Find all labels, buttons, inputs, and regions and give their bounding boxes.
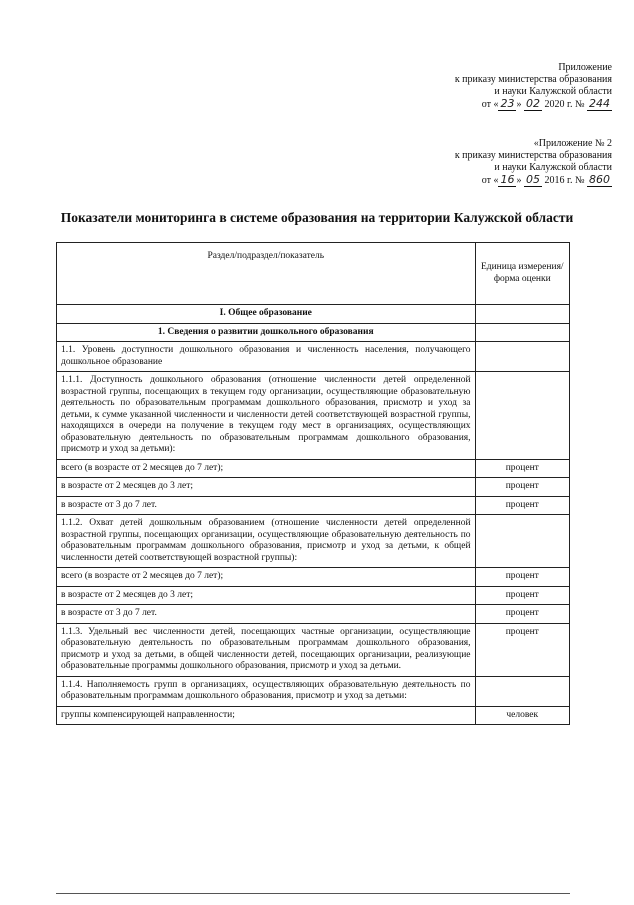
unit-cell [475, 305, 569, 324]
indicator-cell: I. Общее образование [57, 305, 476, 324]
indicator-cell: всего (в возрасте от 2 месяцев до 7 лет); [57, 568, 476, 587]
indicator-cell: 1.1.1. Доступность дошкольного образования (отношение численности детей определенной возрастной группы, посещающих в текущем году организации, осуществляющие образовательную деятельность по образовательным программам дошкольного образования, присмотр и уход за детьми, к сумме указанной численности и численности детей соответствующей возрастной группы, находящихся в очереди на получение в текущем году мест в организациях, осуществляющих образовательную деятельность по образовательным программам дошкольного образования, присмотр и уход за детьми): [57, 372, 476, 460]
unit-cell [475, 515, 569, 568]
handwritten-month: 02 [525, 97, 540, 110]
table-row [57, 372, 570, 460]
table-header-row [57, 243, 570, 305]
appendix-label: «Приложение № 2 [533, 138, 612, 149]
indicator-cell: всего (в возрасте от 2 месяцев до 7 лет); [57, 459, 476, 478]
indicator-cell: в возрасте от 2 месяцев до 3 лет; [57, 478, 476, 497]
order-date-line: от « 23 » 02 2020 г. № 244 [481, 97, 610, 110]
section-row [57, 305, 570, 324]
table-row [57, 676, 570, 706]
appendix-header [455, 62, 612, 111]
indicator-cell: в возрасте от 3 до 7 лет. [57, 605, 476, 624]
section-row [57, 323, 570, 342]
handwritten-month: 05 [525, 173, 540, 186]
original-appendix-header [455, 138, 612, 187]
unit-cell: процент [475, 478, 569, 497]
unit-cell [475, 323, 569, 342]
table-row [57, 459, 570, 478]
handwritten-day: 16 [500, 173, 515, 186]
unit-cell: процент [475, 623, 569, 676]
indicator-cell: 1.1.3. Удельный вес численности детей, посещающих частные организации, осуществляющие образовательную деятельность по образовательным программам дошкольного образования, присмотр и уход за детьми, в общей численности детей, посещающих организации, реализующие образовательные программы дошкольного образования, присмотр и уход за детьми. [57, 623, 476, 676]
handwritten-number: 860 [589, 173, 610, 186]
appendix-label: Приложение [558, 62, 612, 73]
order-reference: к приказу министерства образования [454, 150, 612, 161]
unit-cell: процент [475, 459, 569, 478]
indicator-cell: в возрасте от 2 месяцев до 3 лет; [57, 586, 476, 605]
document-title: Показатели мониторинга в системе образования на территории Калужской области [60, 210, 574, 225]
table-row [57, 496, 570, 515]
header-section-column: Раздел/подраздел/показатель [57, 243, 476, 305]
unit-cell: процент [475, 605, 569, 624]
unit-cell: процент [475, 568, 569, 587]
indicator-cell: группы компенсирующей направленности; [57, 706, 476, 725]
handwritten-number: 244 [589, 97, 610, 110]
indicator-cell: 1.1. Уровень доступности дошкольного образования и численность населения, получающего дошкольное образование [57, 342, 476, 372]
table-row [57, 605, 570, 624]
indicator-cell: 1.1.2. Охват детей дошкольным образованием (отношение численности детей определенной возрастной группы, посещающих организации, осуществляющие образовательную деятельность по образовательным программам дошкольного образования, присмотр и уход за детьми, к общей численности детей соответствующей возрастной группы): [57, 515, 476, 568]
ministry-name: и науки Калужской области [494, 162, 612, 173]
indicator-cell: 1. Сведения о развитии дошкольного образования [57, 323, 476, 342]
handwritten-day: 23 [500, 97, 515, 110]
table-row [57, 478, 570, 497]
order-reference: к приказу министерства образования [454, 74, 612, 85]
unit-cell: процент [475, 496, 569, 515]
unit-cell [475, 372, 569, 460]
table-row [57, 342, 570, 372]
ministry-name: и науки Калужской области [494, 86, 612, 97]
order-date-line: от « 16 » 05 2016 г. № 860 [481, 173, 610, 186]
unit-cell [475, 676, 569, 706]
indicators-table [56, 242, 570, 725]
indicator-cell: в возрасте от 3 до 7 лет. [57, 496, 476, 515]
unit-cell: человек [475, 706, 569, 725]
page-bottom-edge [56, 893, 570, 894]
unit-cell [475, 342, 569, 372]
indicator-cell: 1.1.4. Наполняемость групп в организациях, осуществляющих образовательную деятельность по образовательным программам дошкольного образования, присмотр и уход за детьми: [57, 676, 476, 706]
table-row [57, 623, 570, 676]
table-row [57, 586, 570, 605]
header-unit-column: Единица измерения/форма оценки [475, 243, 569, 305]
table-row [57, 515, 570, 568]
table-row [57, 568, 570, 587]
table-row [57, 706, 570, 725]
unit-cell: процент [475, 586, 569, 605]
